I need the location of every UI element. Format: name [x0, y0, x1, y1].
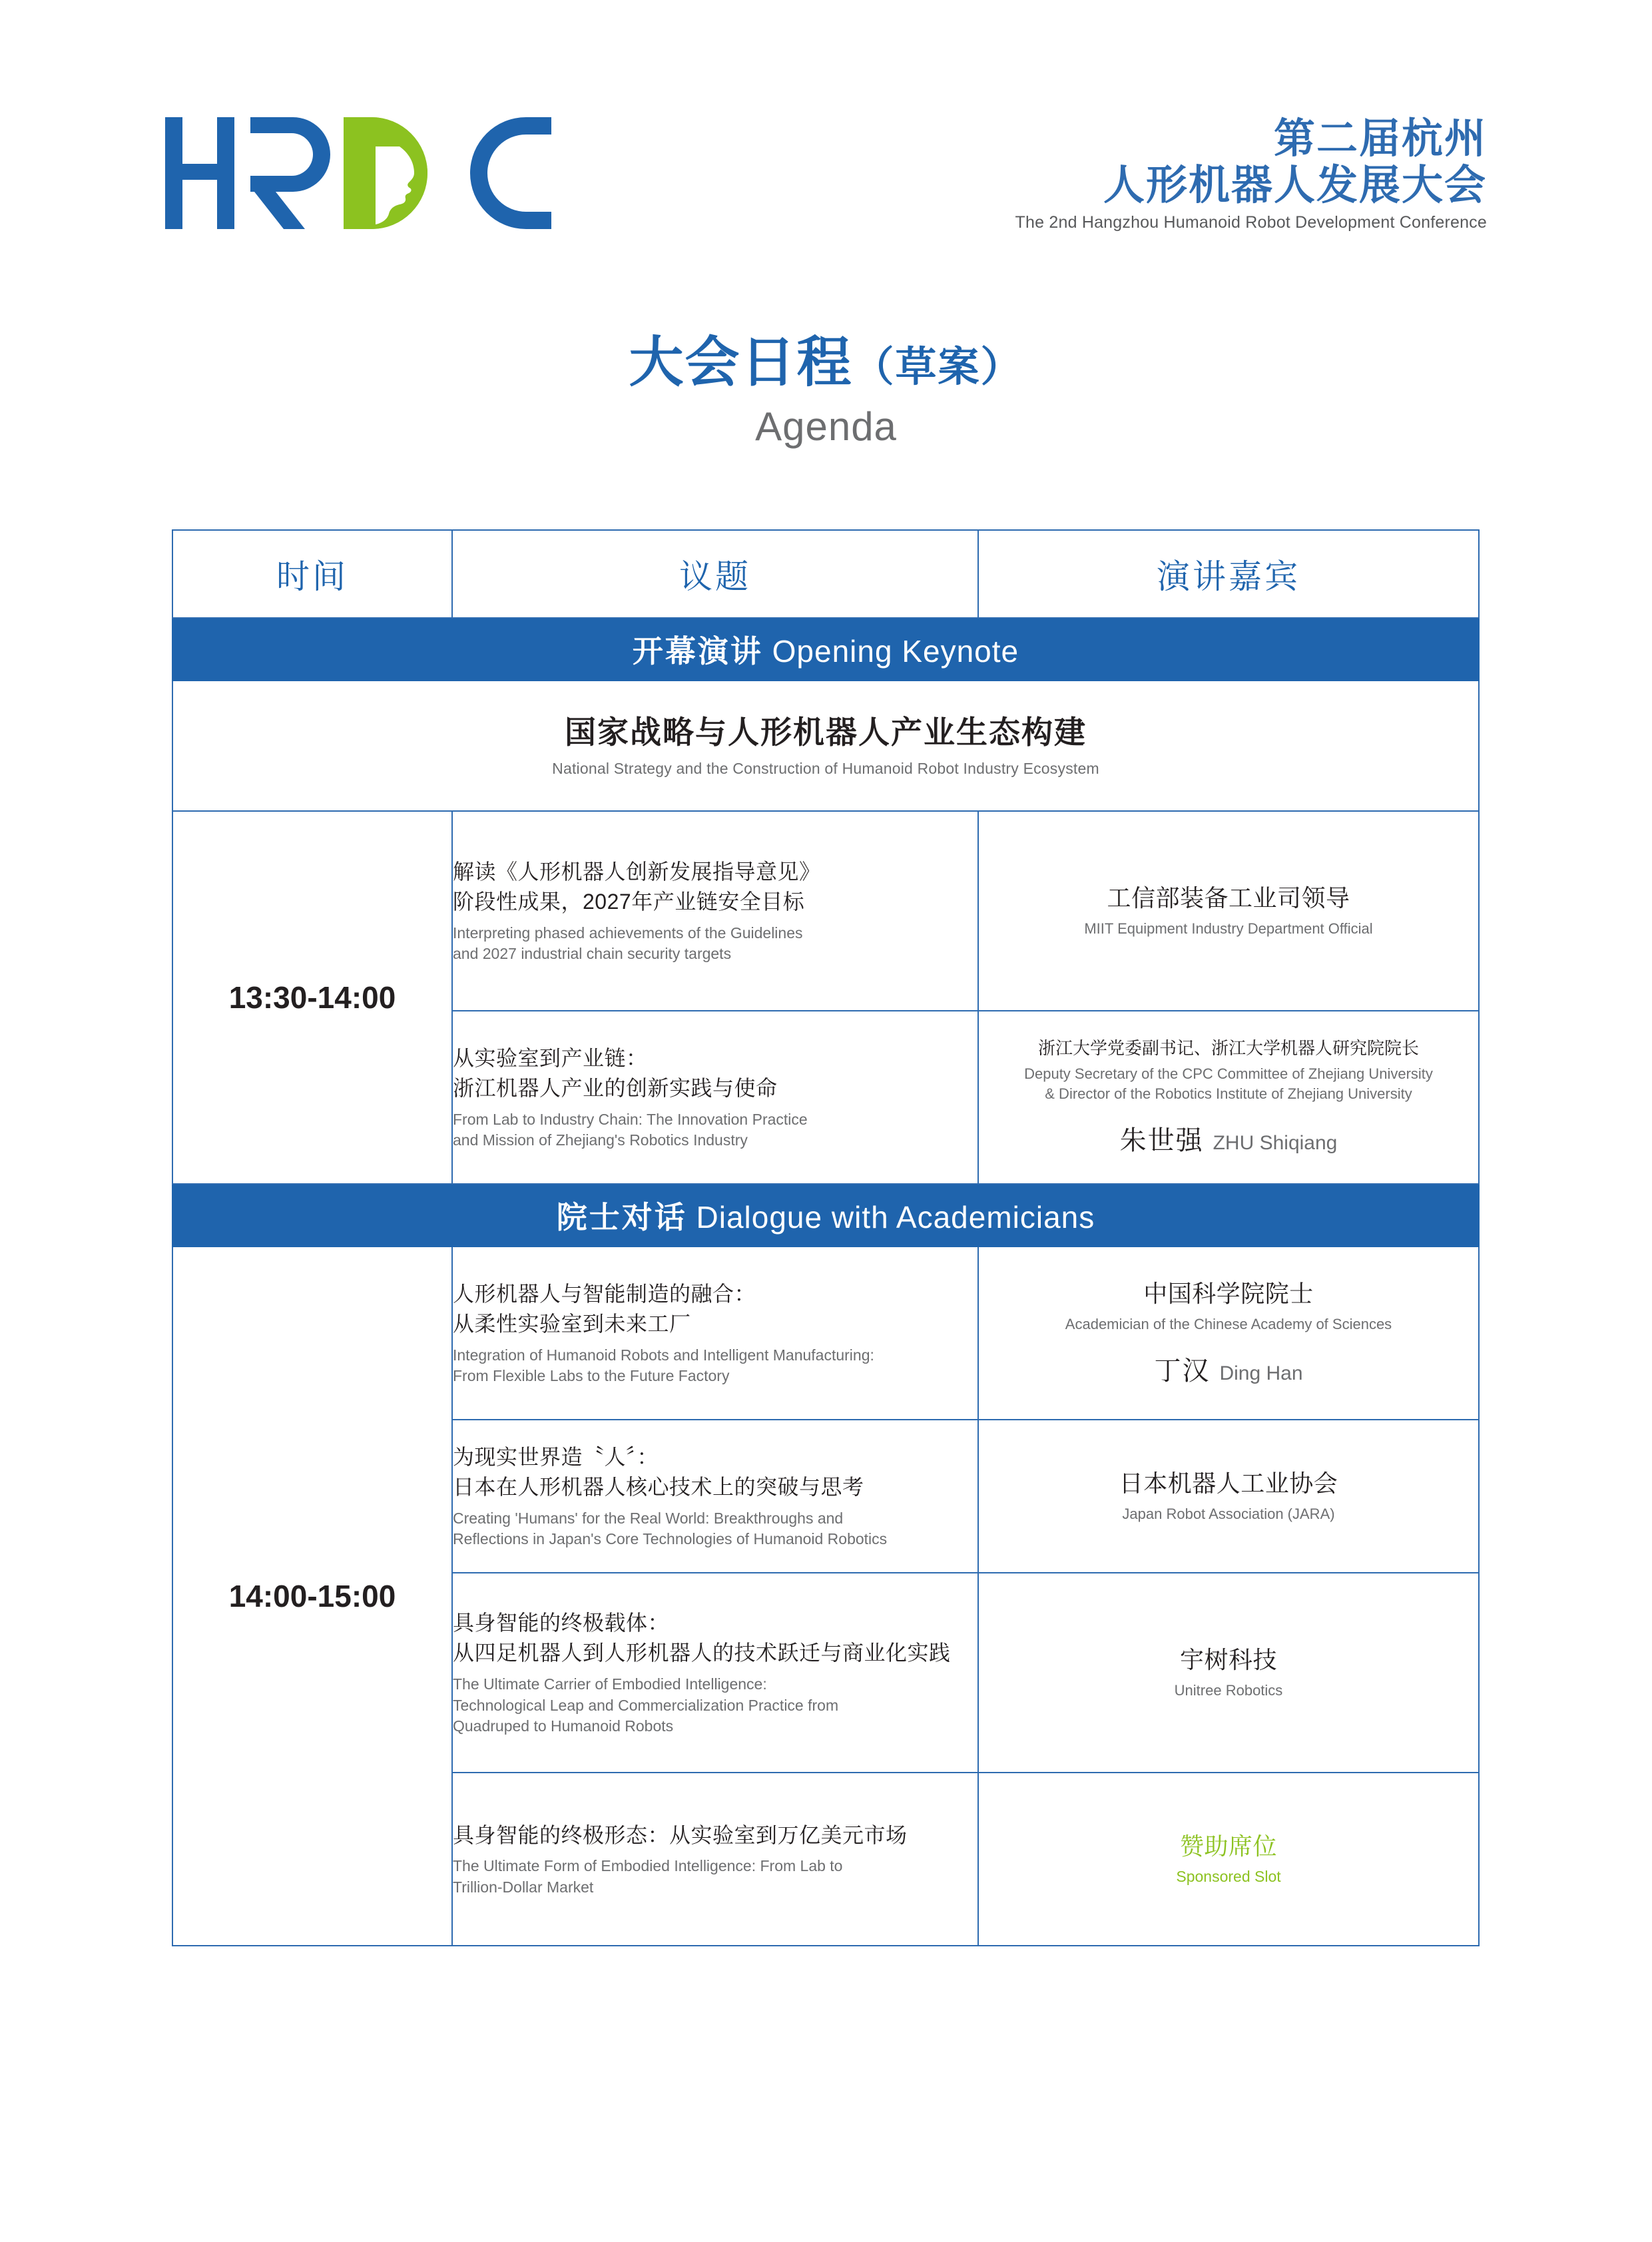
keynote-theme-row — [172, 681, 1479, 811]
topic-en-line: Technological Leap and Commercialization Practice from — [453, 1696, 839, 1714]
table-row — [172, 1247, 1479, 1420]
conference-title — [1015, 116, 1487, 232]
column-header-time — [172, 530, 452, 618]
speaker-cell — [978, 1247, 1479, 1420]
speaker-name-row — [979, 1119, 1478, 1157]
speaker-cell — [978, 1573, 1479, 1773]
conference-title-cn-line2: 人形机器人发展大会 — [1103, 162, 1487, 208]
agenda-table — [172, 529, 1480, 1946]
speaker-cell — [978, 811, 1479, 1011]
topic-cn-line: 解读《人形机器人创新发展指导意见》 — [453, 859, 821, 884]
speaker-org-en: Academician of the Chinese Academy of Sciences — [1065, 1315, 1392, 1332]
speaker-org-en-line: Deputy Secretary of the CPC Committee of Zhejiang University — [1024, 1065, 1433, 1082]
speaker-cell-sponsored — [978, 1773, 1479, 1946]
topic-cn-line: 人形机器人与智能制造的融合： — [453, 1281, 756, 1306]
sponsored-slot-label: 赞助席位 — [1179, 1832, 1277, 1860]
speaker-cell — [978, 1420, 1479, 1573]
speaker-org-en — [979, 1064, 1478, 1103]
page-header — [0, 0, 1652, 266]
speaker-org-en: Unitree Robotics — [1174, 1682, 1283, 1699]
topic-cn-line: 从实验室到产业链： — [453, 1045, 648, 1070]
topic-cn-line: 从柔性实验室到未来工厂 — [453, 1312, 691, 1336]
topic-en-line: The Ultimate Carrier of Embodied Intelligence: — [453, 1675, 767, 1693]
hrdc-logo — [165, 112, 551, 235]
keynote-theme-cn: 国家战略与人形机器人产业生态构建 — [565, 714, 1087, 750]
sponsored-slot-label-en: Sponsored Slot — [1176, 1868, 1281, 1886]
topic-en-line: From Flexible Labs to the Future Factory — [453, 1367, 730, 1385]
column-header-speaker-label: 演讲嘉宾 — [1157, 558, 1300, 595]
topic-cn-line: 具身智能的终极载体： — [453, 1610, 670, 1635]
section-band-cell — [172, 618, 1479, 681]
topic-en-line: Interpreting phased achievements of the Guidelines — [453, 924, 803, 942]
table-row — [172, 811, 1479, 1011]
page-title — [0, 333, 1652, 393]
topic-cn — [453, 1608, 977, 1669]
section-band-text — [557, 1200, 1095, 1235]
conference-title-en: The 2nd Hangzhou Humanoid Robot Development Conference — [1015, 213, 1487, 232]
speaker-name-en: ZHU Shiqiang — [1213, 1132, 1338, 1155]
topic-cn-line: 浙江机器人产业的创新实践与使命 — [453, 1076, 778, 1101]
topic-en — [453, 923, 977, 965]
topic-cn-line: 为现实世界造〝人〞： — [453, 1444, 659, 1469]
topic-en — [453, 1674, 977, 1737]
topic-en-line: and 2027 industrial chain security targets — [453, 945, 732, 963]
column-header-time-label: 时间 — [276, 558, 348, 595]
topic-en-line: Creating 'Humans' for the Real World: Breakthroughs and — [453, 1509, 844, 1527]
topic-cell — [452, 1573, 978, 1773]
section-band-text — [633, 634, 1019, 669]
topic-cn-line: 阶段性成果，2027年产业链安全目标 — [453, 890, 805, 914]
conference-title-cn-line1: 第二届杭州 — [1273, 116, 1487, 162]
topic-cn — [453, 1821, 977, 1850]
speaker-name-row — [979, 1350, 1478, 1388]
column-header-topic — [452, 530, 978, 618]
column-header-topic-label: 议题 — [679, 558, 751, 595]
topic-cn-line: 具身智能的终极形态：从实验室到万亿美元市场 — [453, 1822, 908, 1847]
topic-cell — [452, 1247, 978, 1420]
topic-cn — [453, 1442, 977, 1503]
topic-cell — [452, 811, 978, 1011]
section-band-opening-keynote — [172, 618, 1479, 681]
topic-cell — [452, 1011, 978, 1184]
speaker-name-cn: 朱世强 — [1119, 1126, 1204, 1156]
topic-en — [453, 1508, 977, 1550]
section-band-en: Opening Keynote — [772, 634, 1019, 669]
column-header-speaker — [978, 530, 1479, 618]
topic-en-line: Integration of Humanoid Robots and Intelligent Manufacturing: — [453, 1346, 874, 1364]
section-band-dialogue-academicians — [172, 1184, 1479, 1247]
page-subtitle: Agenda — [755, 404, 897, 449]
topic-en-line: The Ultimate Form of Embodied Intelligence: From Lab to — [453, 1856, 843, 1874]
time-cell-1400: 14:00-15:00 — [172, 1247, 452, 1946]
page-title-main: 大会日程 — [629, 332, 853, 393]
topic-cn — [453, 857, 977, 918]
topic-cn — [453, 1043, 977, 1104]
topic-en-line: and Mission of Zhejiang's Robotics Industry — [453, 1131, 748, 1149]
topic-en — [453, 1109, 977, 1151]
topic-cn-line: 日本在人形机器人核心技术上的突破与思考 — [453, 1475, 864, 1500]
topic-cn-line: 从四足机器人到人形机器人的技术跃迁与商业化实践 — [453, 1641, 951, 1665]
speaker-org: 工信部装备工业司领导 — [1107, 884, 1350, 912]
keynote-theme-en: National Strategy and the Construction of Humanoid Robot Industry Ecosystem — [552, 759, 1099, 777]
topic-en — [453, 1345, 977, 1387]
speaker-name-cn: 丁汉 — [1154, 1356, 1211, 1386]
topic-en — [453, 1856, 977, 1898]
topic-en-line: Trillion-Dollar Market — [453, 1878, 594, 1896]
section-band-cn: 开幕演讲 — [632, 634, 763, 669]
page-title-block — [0, 333, 1652, 449]
speaker-org: 宇树科技 — [1179, 1646, 1277, 1674]
speaker-org-en-line: & Director of the Robotics Institute of Zhejiang University — [1045, 1085, 1412, 1102]
speaker-org: 浙江大学党委副书记、浙江大学机器人研究院院长 — [1037, 1037, 1419, 1058]
speaker-org-en: Japan Robot Association (JARA) — [1122, 1506, 1335, 1523]
section-band-cn: 院士对话 — [556, 1200, 687, 1235]
speaker-org: 日本机器人工业协会 — [1119, 1470, 1338, 1498]
page-title-draft: （草案） — [852, 344, 1023, 390]
topic-en-line: From Lab to Industry Chain: The Innovation Practice — [453, 1110, 808, 1128]
speaker-org: 中国科学院院士 — [1143, 1279, 1314, 1307]
topic-cell — [452, 1420, 978, 1573]
speaker-name-en: Ding Han — [1219, 1362, 1303, 1385]
table-header-row — [172, 530, 1479, 618]
topic-cn — [453, 1279, 977, 1340]
speaker-org-en: MIIT Equipment Industry Department Official — [1084, 920, 1373, 938]
topic-en-line: Quadruped to Humanoid Robots — [453, 1717, 674, 1735]
time-cell-1330: 13:30-14:00 — [172, 811, 452, 1184]
section-band-cell — [172, 1184, 1479, 1247]
section-band-en: Dialogue with Academicians — [696, 1200, 1095, 1235]
topic-cell — [452, 1773, 978, 1946]
speaker-cell — [978, 1011, 1479, 1184]
keynote-theme-cell — [172, 681, 1479, 811]
topic-en-line: Reflections in Japan's Core Technologies of Humanoid Robotics — [453, 1530, 888, 1548]
